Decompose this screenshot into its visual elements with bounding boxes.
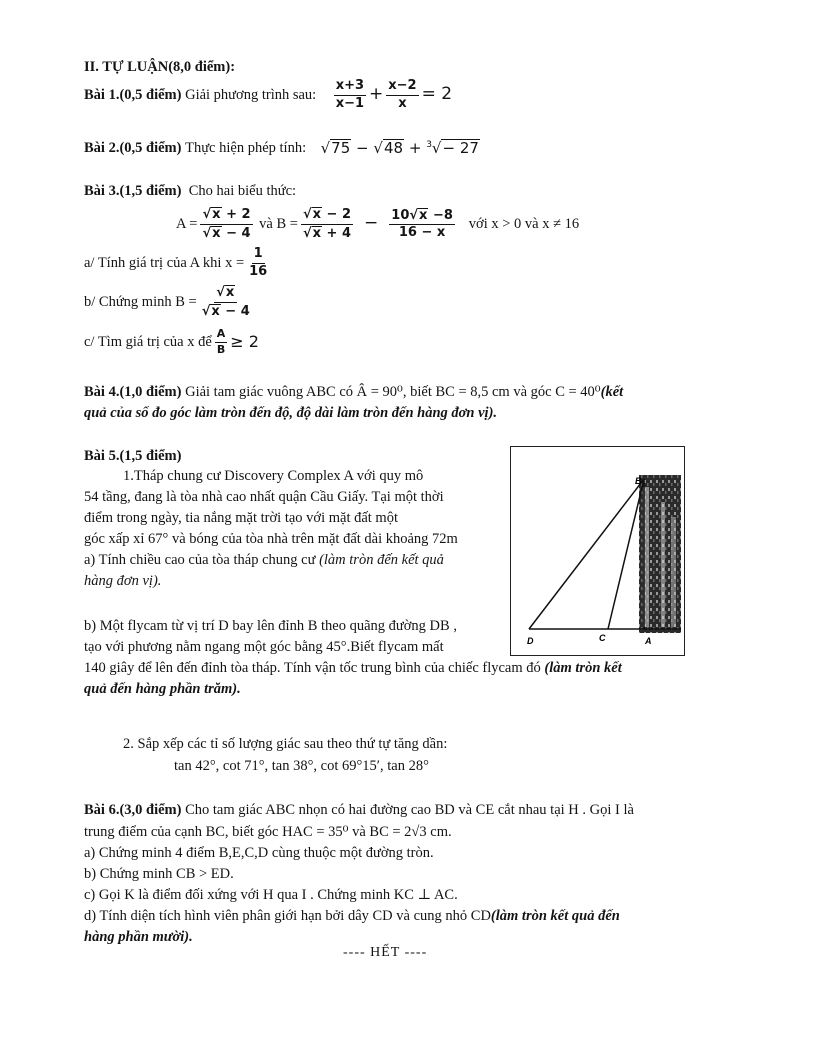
bai-6-d: d) Tính diện tích hình viên phân giới hạn bởi dây CD và cung nhỏ CD(làm tròn kết quả đến	[84, 908, 620, 924]
bai-5-label: Bài 5.(1,5 điểm)	[84, 448, 182, 464]
bai-5-line-8: tạo với phương nằm ngang một góc bằng 45°.Biết flycam mất	[84, 639, 444, 655]
bai-5-line-10: quả đến hàng phần trăm).	[84, 681, 241, 697]
bai-6-b: b) Chứng minh CB > ED.	[84, 866, 234, 882]
expr-B-fraction-2: $\frac{10√x -8}{16 - x}$	[391, 207, 453, 240]
bai-5-line-2: 54 tầng, đang là tòa nhà cao nhất quận Cầu Giấy. Tại một thời	[84, 489, 444, 505]
bai-5-part-2-list: tan 42°, cot 71°, tan 38°, cot 69°15′, tan 28°	[174, 758, 429, 774]
bai-4-line-2: quả của số đo góc làm tròn đến độ, độ dài làm tròn đến hàng đơn vị).	[84, 405, 498, 421]
bai-1-fraction-1: $\frac{x+3}{x-1}$	[335, 78, 365, 111]
bai-5-line-3: điểm trong ngày, tia nắng mặt trời tạo với mặt đất một	[84, 510, 398, 526]
bai-1: Bài 1.(0,5 điểm) Giải phương trình sau: $\frac{x+3}{x-1}$ + $\frac{x-2}{x}$ = 2	[84, 78, 453, 111]
bai-5-line-9: 140 giây để lên đến đỉnh tòa tháp. Tính vận tốc trung bình của chiếc flycam đó (làm tròn kết	[84, 660, 622, 676]
bai-3-b: b/ Chứng minh B = $\frac{√x}{√x - 4}$	[84, 285, 250, 319]
bai-5-line-1: 1.Tháp chung cư Discovery Complex A với quy mô	[123, 468, 424, 484]
bai-1-rhs: = 2	[421, 84, 453, 105]
end-marker: ---- HẾT ----	[343, 945, 428, 960]
bai-1-fraction-2: $\frac{x-2}{x}$	[388, 78, 417, 111]
bai-5-line-6: hàng đơn vị).	[84, 573, 162, 589]
bai-6-label: Bài 6.(3,0 điểm)	[84, 802, 182, 818]
bai-6-d-line-2: hàng phần mười).	[84, 929, 193, 945]
bai-3-c: c/ Tìm giá trị của x để $\frac{A}{B}$ ≥ 2	[84, 327, 259, 356]
bai-5-line-7: b) Một flycam từ vị trí D bay lên đỉnh B theo quãng đường DB ,	[84, 618, 457, 634]
label-D: D	[527, 636, 534, 646]
label-A: A	[645, 636, 652, 646]
bai-5-line-4: góc xấp xỉ 67° và bóng của tòa nhà trên mặt đất dài khoảng 72m	[84, 531, 458, 547]
expr-B-fraction-1: $\frac{√x - 2}{√x + 4}$	[302, 207, 352, 241]
bai-3-label: Bài 3.(1,5 điểm)	[84, 183, 182, 199]
bai-6-a: a) Chứng minh 4 điểm B,E,C,D cùng thuộc một đường tròn.	[84, 845, 434, 861]
bai-5-part-2: 2. Sắp xếp các tỉ số lượng giác sau theo thứ tự tăng dần:	[123, 736, 448, 752]
bai-6-line-1: Bài 6.(3,0 điểm) Cho tam giác ABC nhọn có hai đường cao BD và CE cắt nhau tại H . Gọi I là	[84, 802, 634, 818]
bai-2-label: Bài 2.(0,5 điểm)	[84, 139, 182, 156]
bai-2-text: Thực hiện phép tính:	[185, 139, 307, 156]
bai-1-label: Bài 1.(0,5 điểm)	[84, 86, 182, 103]
bai-4-label: Bài 4.(1,0 điểm)	[84, 384, 182, 400]
bai-1-text: Giải phương trình sau:	[185, 86, 317, 103]
bai-3-a: a/ Tính giá trị của A khi x = $\frac{1}{16}$	[84, 246, 268, 279]
expr-A-fraction: $\frac{√x + 2}{√x - 4}$	[202, 207, 251, 241]
tower-diagram	[511, 447, 684, 655]
bai-5-line-5: a) Tính chiều cao của tòa tháp chung cư (làm tròn đến kết quả	[84, 552, 444, 568]
condition: với x > 0 và x ≠ 16	[468, 215, 580, 232]
bai-3-expressions: A = $\frac{√x + 2}{√x - 4}$ và B = $\frac{√x - 2}{√x + 4}$ − $\frac{10√x -8}{16 - x}$ với x > 0 và x ≠ 16	[176, 207, 580, 241]
bai-3-text: Cho hai biểu thức:	[188, 183, 297, 199]
bai-6-c: c) Gọi K là điểm đối xứng với H qua I . Chứng minh KC ⊥ AC.	[84, 887, 458, 903]
bai-2	[84, 138, 480, 158]
label-C: C	[599, 633, 606, 643]
bai-6-line-2: trung điểm của cạnh BC, biết góc HAC = 35⁰ và BC = 2√3 cm.	[84, 824, 452, 840]
bai-2-expression: √75 − √48 + $^3$√− 27	[320, 138, 479, 157]
section-title: II. TỰ LUẬN(8,0 điểm):	[84, 59, 236, 75]
bai-4-line-1: Bài 4.(1,0 điểm) Giải tam giác vuông ABC có Â = 90⁰, biết BC = 8,5 cm và góc C = 40⁰(kết	[84, 384, 624, 400]
tower-figure	[510, 446, 685, 656]
label-B: B	[635, 476, 642, 486]
bai-3-header	[84, 182, 296, 200]
